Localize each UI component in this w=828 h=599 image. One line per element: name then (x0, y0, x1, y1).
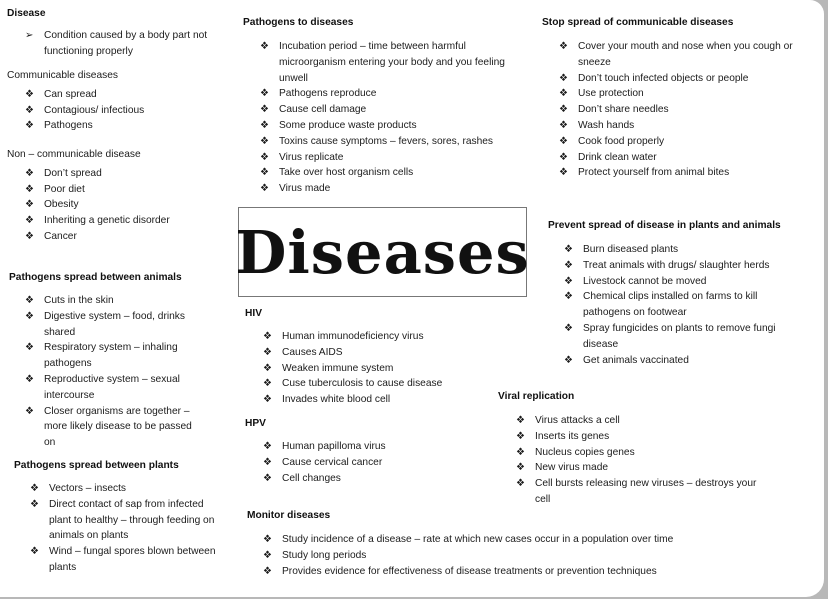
section-viral-replication (498, 389, 788, 508)
bullet-list (516, 413, 766, 508)
diamond-bullet-icon: ❖ (260, 167, 269, 179)
section-heading: Pathogens spread between plants (14, 460, 179, 471)
list-item: ❖ Poor diet (25, 182, 222, 198)
bullet-list (25, 87, 222, 134)
title-box (235, 207, 530, 297)
list-item: ❖ Respiratory system – inhaling pathogens (25, 342, 178, 370)
list-item: ❖ Human immunodeficiency virus (263, 329, 485, 345)
list-item: ➢ Condition caused by a body part not functioning properly (25, 30, 208, 57)
list-item: ❖ Get animals vaccinated (564, 353, 799, 369)
diamond-bullet-icon: ❖ (564, 354, 573, 366)
diamond-bullet-icon: ❖ (25, 373, 34, 385)
section-spread-plants (14, 458, 229, 576)
list-item: ❖ Cover your mouth and nose when you cough or sneeze (559, 41, 793, 68)
diamond-bullet-icon: ❖ (263, 331, 272, 342)
list-item: ❖ Use protection (559, 86, 799, 102)
section-heading: Stop spread of communicable diseases (542, 17, 734, 28)
list-item: ❖ Cause cell damage (260, 102, 520, 118)
diamond-bullet-icon: ❖ (25, 120, 34, 132)
list-item: ❖ Chemical clips installed on farms to kill pathogens on footwear (564, 291, 758, 319)
diamond-bullet-icon: ❖ (559, 41, 568, 52)
list-item: ❖ Wind – fungal spores blown between plants (30, 546, 216, 573)
section-monitor-diseases (247, 508, 727, 579)
section-spread-animals (9, 270, 224, 451)
list-item: ❖ Toxins cause symptoms – fevers, sores, rashes (260, 134, 520, 150)
section-pathogens-to-diseases (243, 15, 533, 197)
section-heading: HPV (245, 418, 266, 429)
diamond-bullet-icon: ❖ (263, 394, 272, 406)
list-item: ❖ Cuse tuberculosis to cause disease (263, 376, 485, 392)
section-heading: Pathogens spread between animals (9, 272, 182, 283)
section-stop-spread (542, 15, 802, 181)
diamond-bullet-icon: ❖ (25, 88, 34, 100)
section-hiv (245, 306, 485, 408)
list-item: ❖ Don’t spread (25, 166, 222, 182)
diamond-bullet-icon: ❖ (25, 295, 34, 306)
diamond-bullet-icon: ❖ (516, 446, 525, 458)
list-item: ❖ Cook food properly (559, 134, 799, 150)
section-prevent-spread (548, 218, 818, 368)
diamond-bullet-icon: ❖ (25, 215, 34, 227)
list-item: ❖ Take over host organism cells (260, 165, 520, 181)
bullet-list (564, 242, 799, 368)
bullet-list (30, 481, 220, 576)
diamond-bullet-icon: ❖ (263, 549, 272, 561)
list-item: ❖ Reproductive system – sexual intercourse (25, 373, 180, 401)
list-item: ❖ Human papilloma virus (263, 439, 485, 455)
section-heading: Prevent spread of disease in plants and animals (548, 220, 781, 231)
section-non-communicable (7, 147, 222, 245)
list-item: ❖ Contagious/ infectious (25, 103, 222, 119)
section-heading: Monitor diseases (247, 510, 331, 521)
diamond-bullet-icon: ❖ (559, 167, 568, 179)
diamond-bullet-icon: ❖ (260, 183, 269, 195)
diamond-bullet-icon: ❖ (516, 478, 525, 490)
diamond-bullet-icon: ❖ (263, 441, 272, 452)
list-item: ❖ Don’t share needles (559, 102, 799, 118)
diamond-bullet-icon: ❖ (263, 565, 272, 577)
list-item: ❖ Digestive system – food, drinks shared (25, 310, 185, 338)
section-disease (7, 6, 222, 60)
diamond-bullet-icon: ❖ (564, 259, 573, 271)
diamond-bullet-icon: ❖ (25, 230, 34, 242)
bullet-list (263, 329, 485, 408)
diamond-bullet-icon: ❖ (25, 405, 34, 417)
diamond-bullet-icon: ❖ (559, 119, 568, 131)
diamond-bullet-icon: ❖ (25, 199, 34, 211)
diamond-bullet-icon: ❖ (263, 378, 272, 390)
list-item: ❖ Incubation period – time between harmful microorganism entering your body and you feeling unwell (260, 41, 505, 84)
diamond-bullet-icon: ❖ (263, 472, 272, 484)
page-title: Diseases (235, 217, 530, 287)
diamond-bullet-icon: ❖ (559, 72, 568, 84)
diamond-bullet-icon: ❖ (263, 346, 272, 358)
list-item: ❖ Inheriting a genetic disorder (25, 213, 222, 229)
section-heading: HIV (245, 308, 262, 319)
diamond-bullet-icon: ❖ (516, 415, 525, 426)
list-item: ❖ Provides evidence for effectiveness of disease treatments or prevention techniques (263, 564, 727, 580)
diamond-bullet-icon: ❖ (564, 244, 573, 255)
list-item: ❖ Closer organisms are together – more likely disease to be passed on (25, 405, 192, 449)
bullet-list (25, 293, 205, 451)
list-item: ❖ Inserts its genes (516, 429, 766, 445)
list-item: ❖ Cell changes (263, 471, 485, 487)
list-item: ❖ Spray fungicides on plants to remove fungi disease (564, 322, 776, 350)
list-item: ❖ Invades white blood cell (263, 392, 485, 408)
diamond-bullet-icon: ❖ (30, 483, 39, 494)
section-heading: Pathogens to diseases (243, 17, 354, 28)
list-item: ❖ Vectors – insects (30, 481, 220, 497)
diamond-bullet-icon: ❖ (260, 41, 269, 52)
list-item: ❖ Livestock cannot be moved (564, 274, 799, 290)
arrow-bullet-icon: ➢ (25, 30, 34, 41)
section-communicable (7, 68, 222, 134)
diamond-bullet-icon: ❖ (25, 183, 34, 195)
bullet-list (25, 28, 222, 60)
section-hpv (245, 416, 485, 486)
diamond-bullet-icon: ❖ (516, 462, 525, 474)
list-item: ❖ Study long periods (263, 548, 727, 564)
diamond-bullet-icon: ❖ (564, 291, 573, 303)
list-item: ❖ Study incidence of a disease – rate at which new cases occur in a population over time (263, 532, 727, 548)
list-item: ❖ Direct contact of sap from infected plant to healthy – through feeding on animals on plants (30, 498, 215, 542)
section-heading: Communicable diseases (7, 70, 118, 81)
diamond-bullet-icon: ❖ (30, 498, 39, 510)
list-item: ❖ Virus attacks a cell (516, 413, 766, 429)
list-item: ❖ Wash hands (559, 118, 799, 134)
diamond-bullet-icon: ❖ (260, 151, 269, 163)
diamond-bullet-icon: ❖ (25, 104, 34, 116)
list-item: ❖ Pathogens reproduce (260, 86, 520, 102)
list-item: ❖ Burn diseased plants (564, 242, 799, 258)
bullet-list (559, 39, 799, 181)
list-item: ❖ Cell bursts releasing new viruses – destroys your cell (516, 478, 757, 505)
diamond-bullet-icon: ❖ (25, 342, 34, 354)
list-item: ❖ Protect yourself from animal bites (559, 165, 799, 181)
list-item: ❖ Cuts in the skin (25, 293, 205, 309)
diamond-bullet-icon: ❖ (260, 119, 269, 131)
list-item: ❖ Pathogens (25, 118, 222, 134)
diamond-bullet-icon: ❖ (25, 167, 34, 179)
section-heading: Viral replication (498, 391, 575, 402)
section-heading: Disease (7, 8, 46, 19)
list-item: ❖ Don’t touch infected objects or people (559, 71, 799, 87)
list-item: ❖ Drink clean water (559, 150, 799, 166)
list-item: ❖ Obesity (25, 197, 222, 213)
diamond-bullet-icon: ❖ (559, 135, 568, 147)
list-item: ❖ Treat animals with drugs/ slaughter herds (564, 258, 799, 274)
diamond-bullet-icon: ❖ (30, 546, 39, 558)
diamond-bullet-icon: ❖ (25, 310, 34, 322)
list-item: ❖ Nucleus copies genes (516, 445, 766, 461)
list-item: ❖ Causes AIDS (263, 345, 485, 361)
diamond-bullet-icon: ❖ (564, 275, 573, 287)
diamond-bullet-icon: ❖ (263, 362, 272, 374)
diamond-bullet-icon: ❖ (260, 88, 269, 100)
bullet-list (263, 439, 485, 486)
diamond-bullet-icon: ❖ (564, 322, 573, 334)
diamond-bullet-icon: ❖ (263, 456, 272, 468)
list-item: ❖ Virus replicate (260, 150, 520, 166)
diamond-bullet-icon: ❖ (516, 430, 525, 442)
card-edge (824, 0, 828, 599)
diamond-bullet-icon: ❖ (559, 104, 568, 116)
section-heading: Non – communicable disease (7, 149, 141, 160)
diamond-bullet-icon: ❖ (559, 88, 568, 100)
list-item: ❖ Can spread (25, 87, 222, 103)
bullet-list (260, 39, 520, 197)
diamond-bullet-icon: ❖ (559, 151, 568, 163)
bullet-list (25, 166, 222, 245)
list-item: ❖ Virus made (260, 181, 520, 197)
diamond-bullet-icon: ❖ (263, 534, 272, 545)
list-item: ❖ Cause cervical cancer (263, 455, 485, 471)
list-item: ❖ Weaken immune system (263, 361, 485, 377)
bullet-list (263, 532, 727, 579)
list-item: ❖ New virus made (516, 460, 766, 476)
list-item: ❖ Cancer (25, 229, 222, 245)
diamond-bullet-icon: ❖ (260, 135, 269, 147)
diamond-bullet-icon: ❖ (260, 104, 269, 116)
list-item: ❖ Some produce waste products (260, 118, 520, 134)
